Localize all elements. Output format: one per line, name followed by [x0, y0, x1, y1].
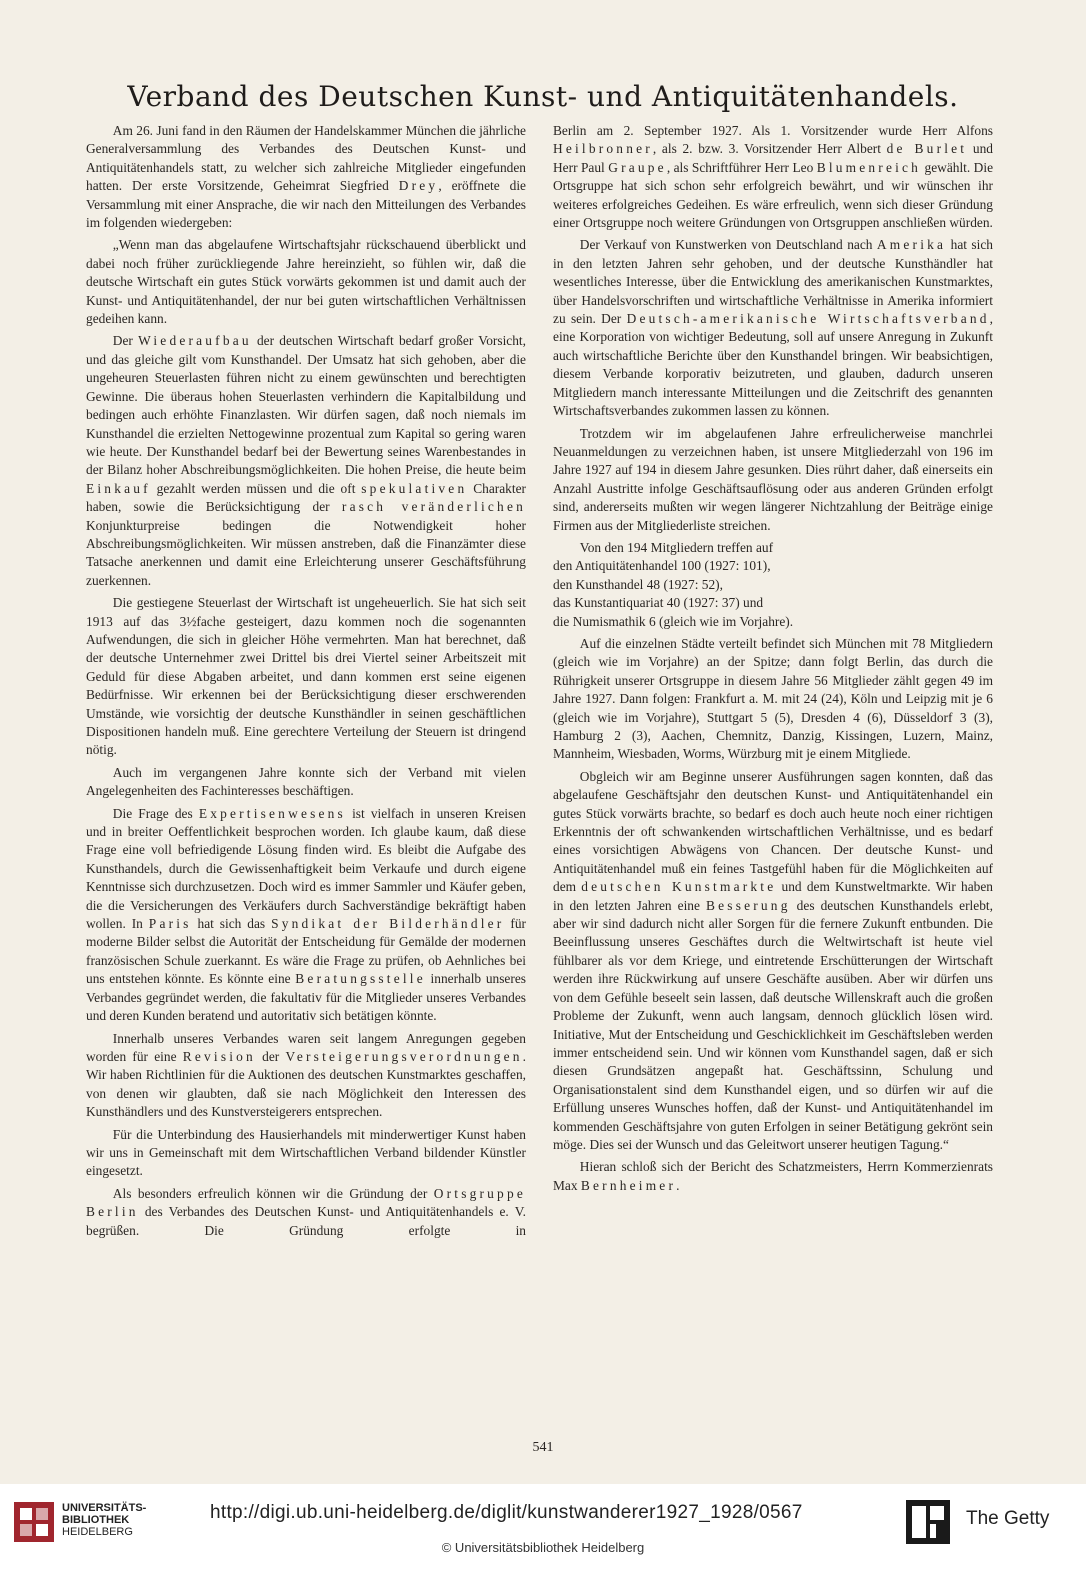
text-run: der: [255, 1048, 286, 1064]
spaced-name: Syndikat der Bilderhändler: [271, 916, 505, 932]
paragraph: [86, 764, 526, 801]
spaced-name: Wiederaufbau: [138, 333, 252, 349]
paragraph: [553, 122, 993, 232]
text-run: Als besonders erfreulich können wir die Gründung der: [112, 1185, 434, 1201]
text-run: Die gestiegene Steuerlast der Wirtschaft ist ungeheuerlich. Sie hat sich seit 1913 auf das 3½fache gesteigert, dazu kommen noch die sogenannten Aufwendungen, die sich in gleicher Höhe vermehrten. Man hat berechnet, daß der deutsche Unternehmer zwei Drittel bis drei Viertel seiner Arbeitszeit mit Geduld für diese Abgaben arbeitet, und dann kommen erst seine eigenen Bedürfnisse. Wir erkennen bei der Berücksichtigung dieser erschwerenden Umstände, wie vorsichtig der deutsche Kunsthändler in seinen geschäftlichen Dispositionen handeln muß. Eine gerechtere Verteilung der Steuern ist dringend nötig.: [86, 595, 526, 758]
text-run: und dem Kunstweltmarkte. Wir haben in den letzten Jahren eine: [553, 879, 994, 913]
spaced-name: Besserung: [706, 897, 791, 913]
page-number: 541: [532, 1440, 554, 1455]
paragraph: [86, 594, 526, 760]
left-column: [86, 122, 526, 1240]
text-run: Innerhalb unseres Verbandes waren seit langem Anregungen gegeben worden für eine: [86, 1030, 526, 1064]
university-library-name: UNIVERSITÄTS- BIBLIOTHEK HEIDELBERG: [62, 1502, 147, 1538]
paragraph: [86, 332, 526, 590]
paragraph: [553, 768, 993, 1155]
paragraph: [86, 122, 526, 232]
list-item: den Kunsthandel 48 (1927: 52),: [553, 576, 723, 592]
article-title: Verband des Deutschen Kunst- und Antiquitätenhandels.: [127, 80, 959, 113]
spaced-name: Bernheimer: [580, 1177, 677, 1193]
spaced-name: Heilbronner: [553, 141, 653, 157]
paragraph: [553, 635, 993, 764]
paragraph: [553, 1158, 993, 1195]
text-run: und Herr Paul: [553, 141, 993, 175]
paragraph: [553, 236, 993, 420]
text-run: Konjunkturpreise bedingen die Notwendigkeit hoher Abschreibungsmöglichkeiten. Wir müssen anstreben, daß die Finanzämter diese Tatsache anerkennen und damit eine Erleichterung unserer Geschäftsführung zuerkennen.: [86, 517, 526, 588]
text-run: gezahlt werden müssen und die oft: [150, 480, 362, 496]
text-run: , eine Korporation von wichtiger Bedeutung, soll auf unsere Anregung in Zukunft auch wirtschaftliche Berichte über den Kunsthandel bringen. Wir beabsichtigen, diesem Verbande korporativ beizutreten, und glauben, dadurch unseren Mitgliedern manch interessante Mitteilungen und die Zeitschrift des genannten Wirtschaftsverbandes zukommen lassen zu können.: [553, 311, 993, 419]
list-item: die Numismathik 6 (gleich wie im Vorjahre).: [553, 613, 794, 629]
spaced-name: Paris: [148, 916, 192, 932]
spaced-name: Drey: [398, 178, 439, 194]
spaced-name: spekulativen: [361, 480, 468, 496]
text-run: innerhalb unseres Verbandes gegründet werden, die fakultativ für die Mitglieder unseres Verbandes und deren Kunden beratend und autoritativ sich betätigen könnte.: [86, 971, 526, 1024]
text-run: Charakter haben, sowie die Berücksichtigung der: [86, 480, 526, 515]
text-run: Berlin am 2. September 1927. Als 1. Vorsitzender wurde Herr Alfons: [553, 123, 993, 138]
paragraph: [553, 425, 993, 535]
paragraph: [86, 805, 526, 1026]
text-run: Hieran schloß sich der Bericht des Schatzmeisters, Herrn Kommerzienrats Max: [553, 1159, 993, 1193]
text-run: , als Schriftführer Herr Leo: [666, 159, 817, 175]
text-run: Auch im vergangenen Jahre konnte sich der Verband mit vielen Angelegenheiten des Fachinteresses beschäftigen.: [86, 764, 526, 799]
text-run: , als 2. bzw. 3. Vorsitzender Herr Albert: [652, 141, 887, 157]
right-column: [553, 122, 993, 1195]
paragraph: [86, 1126, 526, 1181]
spaced-name: Revision: [182, 1048, 256, 1064]
text-run: Am 26. Juni fand in den Räumen der Handelskammer München die jährliche Generalversammlung des Verbandes des Deutschen Kunst- und Antiquitätenhandels statt, zu welcher sich zahlreiche Mitglieder eingefunden hatten. Der erste Vorsitzende, Geheimrat Siegfried: [86, 123, 526, 194]
text-run: für moderne Bilder selbst die Autorität der Entscheidung für Gemälde der modernen französischen Schule zuerkannt. Es wäre die Frage zu prüfen, ob Aehnliches bei uns entstehen könnte. Es könnte eine: [86, 916, 526, 987]
paragraph: [86, 1030, 526, 1122]
text-run: Für die Unterbindung des Hausierhandels mit minderwertiger Kunst haben wir uns in Gemeinschaft mit dem Wirtschaftlichen Verband bildender Künstler eingesetzt.: [86, 1126, 526, 1179]
spaced-name: rasch veränderlichen: [341, 499, 526, 515]
getty-logo-icon: [906, 1500, 950, 1544]
spaced-name: Einkauf: [86, 480, 151, 496]
text-run: hat sich das: [191, 916, 272, 932]
text-run: ist vielfach in unseren Kreisen und in breiter Oeffentlichkeit besprochen worden. Ich glaube kaum, daß diese Frage eine voll befriedigende Lösung finden wird. Es bleibt die Aufgabe des Kunsthandels, durch die Gewissenhaftigkeit beim Verkaufe und durch eigene Kenntnisse sich durchzusetzen. Doch wird es immer Sammler und Käufer geben, die die Versicherungen des Verkäufers durch Sachverständige bekräftigt haben wollen. In: [86, 805, 526, 932]
text-run: des Verbandes des Deutschen Kunst- und Antiquitätenhandels e. V. begrüßen. Die Gründung erfolgte in: [86, 1204, 526, 1238]
copyright-notice: © Universitätsbibliothek Heidelberg: [441, 1540, 645, 1555]
text-run: hat sich in den letzten Jahren sehr gehoben, und der deutsche Kunsthändler hat wesentliches Interesse, über die Entwicklung des amerikanischen Kunstmarktes, über Handelsvorschriften und wirtschaftliche Verhältnisse in Amerika informiert zu sein. Der: [553, 237, 993, 327]
text-run: , eröffnete die Versammlung mit einer Ansprache, die wir nach den Mitteilungen des Verbandes im folgenden wiedergeben:: [86, 178, 526, 231]
list-item: Von den 194 Mitgliedern treffen auf: [579, 539, 774, 555]
text-run: der deutschen Wirtschaft bedarf großer Vorsicht, und das gleiche gilt vom Kunsthandel. Der Umsatz hat sich gehoben, aber die ungeheuren Steuerlasten führen nicht zu einem gewünschten und berechtigten Gewinne. Die überaus hohen Steuerlasten verhindern die Kapitalbildung und bedingen auch erhöhte Finanzlasten. Wir dürfen sagen, daß noch niemals im Kunsthandel die erzielten Nettogewinne prozentual zum Kapital so gering waren wie heute. Der Kunsthandel bedarf bei der Bewertung seines Warenbestandes in der Bilanz hoher Abschreibungsmöglichkeiten. Die hohen Preise, die heute beim: [86, 333, 526, 478]
spaced-name: deutschen Kunstmarkte: [581, 879, 777, 895]
viewer-footer: [0, 1484, 1086, 1582]
spaced-name: Ortsgruppe Berlin: [86, 1185, 526, 1220]
text-run: Der Verkauf von Kunstwerken von Deutschland nach: [579, 237, 877, 253]
spaced-name: Blumenreich: [816, 159, 922, 175]
spaced-name: Graupe: [608, 159, 667, 175]
text-run: Der: [112, 333, 139, 349]
text-run: „Wenn man das abgelaufene Wirtschaftsjahr rückschauend überblickt und dabei noch früher zurückliegende Jahre hereinzieht, so fühlen wir, daß die deutsche Wirtschaft ein gutes Stück vorwärts gekommen ist und damit auch der Kunst- und Antiquitätenhandel, der nur bei guten wirtschaftlichen Verhältnissen gedeihen kann.: [86, 237, 526, 327]
spaced-name: Beratungsstelle: [295, 971, 426, 987]
spaced-name: Deutsch-amerikanische Wirtschaftsverband: [626, 311, 990, 327]
paragraph: [86, 236, 526, 328]
text-run: Auf die einzelnen Städte verteilt befindet sich München mit 78 Mitgliedern (gleich wie im Vorjahre) an der Spitze; dann folgt Berlin, das durch die Rührigkeit unserer Ortsgruppe in diesem Jahre 56 Mitglieder zählt gegen 49 im Jahre 1927. Dann folgen: Frankfurt a. M. mit 24 (24), Köln und Leipzig mit je 6 (gleich wie im Vorjahre), Stuttgart 5 (5), Dresden 4 (6), Düsseldorf 3 (3), Hamburg 2 (3), Aachen, Chemnitz, Danzig, Kissingen, Luzern, Mainz, Mannheim, Wiesbaden, Worms, Würzburg mit je einem Mitgliede.: [553, 635, 993, 762]
text-run: Die Frage des: [112, 805, 199, 821]
text-run: gewählt. Die Ortsgruppe hat sich schon sehr erfolgreich bewährt, und wir wünschen ihr weiteres erfolgreiches Gedeihen. Es wäre erfreulich, wenn sich dieser Gründung einer Ortsgruppe noch weitere Gründungen von Ortsgruppen anschließen würden.: [553, 159, 994, 231]
paragraph: [86, 1185, 526, 1240]
university-library-logo: [14, 1502, 54, 1542]
permalink-url[interactable]: http://digi.ub.uni-heidelberg.de/diglit/kunstwanderer1927_1928/0567: [210, 1502, 803, 1523]
text-run: . Wir haben Richtlinien für die Auktionen des deutschen Kunstmarktes geschaffen, von denen wir glaubten, daß sie nach Möglichkeit den Interessen des Kunsthändlers und des Kunstversteigerers entsprechen.: [86, 1048, 526, 1120]
list-item: das Kunstantiquariat 40 (1927: 37) und: [553, 595, 764, 611]
spaced-name: Expertisenwesens: [198, 805, 346, 821]
spaced-name: de Burlet: [886, 141, 968, 157]
getty-partner-name: The Getty: [966, 1508, 1050, 1529]
text-run: Trotzdem wir im abgelaufenen Jahre erfreulicherweise manchrlei Neuanmeldungen zu verzeichnen haben, ist unsere Mitgliederzahl von 196 im Jahre 1927 auf 194 in diesem Jahre gesunken. Dies rührt daher, daß einerseits ein Anzahl Austritte infolge Geschäftsauflösung oder aus anderen Gründen erfolgt sind, andererseits mußten wir wegen längerer Nichtzahlung der Beiträge einige Firmen aus der Mitgliederliste streichen.: [553, 425, 993, 533]
text-run: .: [676, 1177, 680, 1193]
spaced-name: Amerika: [876, 237, 947, 253]
list-item: den Antiquitätenhandel 100 (1927: 101),: [553, 558, 771, 574]
members-list: [553, 539, 993, 631]
text-run: des deutschen Kunsthandels erlebt, aber wir sind dadurch nicht aller Sorgen für die fernere Zukunft entbunden. Die Beeinflussung unseres Geschäftes durch die Weltwirtschaft ist heute viel fühlbarer als vor dem Kriege, und eintretende Erschütterungen der Wirtschaft werden ihre Rückwirkung auf unsere Geschäfte ausüben. Aber wir dürfen uns von dem Gefühle beseelt sein lassen, daß deutsche Willenskraft auch die großen Probleme der Zukunft, wenn auch langsam, dennoch glücklich lösen wird. Initiative, Mut der Entscheidung und Geschicklichkeit im Geschäftsleben werden immer entscheidend sein. Und wir können vom Kunsthandel sagen, daß er sich diesen Grundsätzen angepaßt hat. Geschäftssinn, Schulung und Organisationstalent sind dem Kunsthandel eigen, und so dürfen wir auf die Erfüllung unseres Wunsches hoffen, daß der Kunst- und Antiquitätenhandel im kommenden Geschäftsjahre von guten Erfolgen in seiner Betätigung gekrönt sein möge. Dies sei der Wunsch und das Geleitwort unserer heutigen Tagung.“: [553, 897, 993, 1152]
text-run: Obgleich wir am Beginne unserer Ausführungen sagen konnten, daß das abgelaufene Geschäftsjahr den deutschen Kunst- und Antiquitätenhandel ein gutes Stück vorwärts brachte, so bedarf es doch auch heute noch einer richtigen Erkenntnis der oft schwankenden wirtschaftlichen Verhältnisse, und es bedarf eines vorsichtigen Abwägens von Chancen. Der deutsche Kunst- und Antiquitätenhandel muß ein feines Tastgefühl haben für die Möglichkeiten auf dem: [553, 768, 993, 895]
spaced-name: Versteigerungsverordnungen: [285, 1048, 523, 1064]
